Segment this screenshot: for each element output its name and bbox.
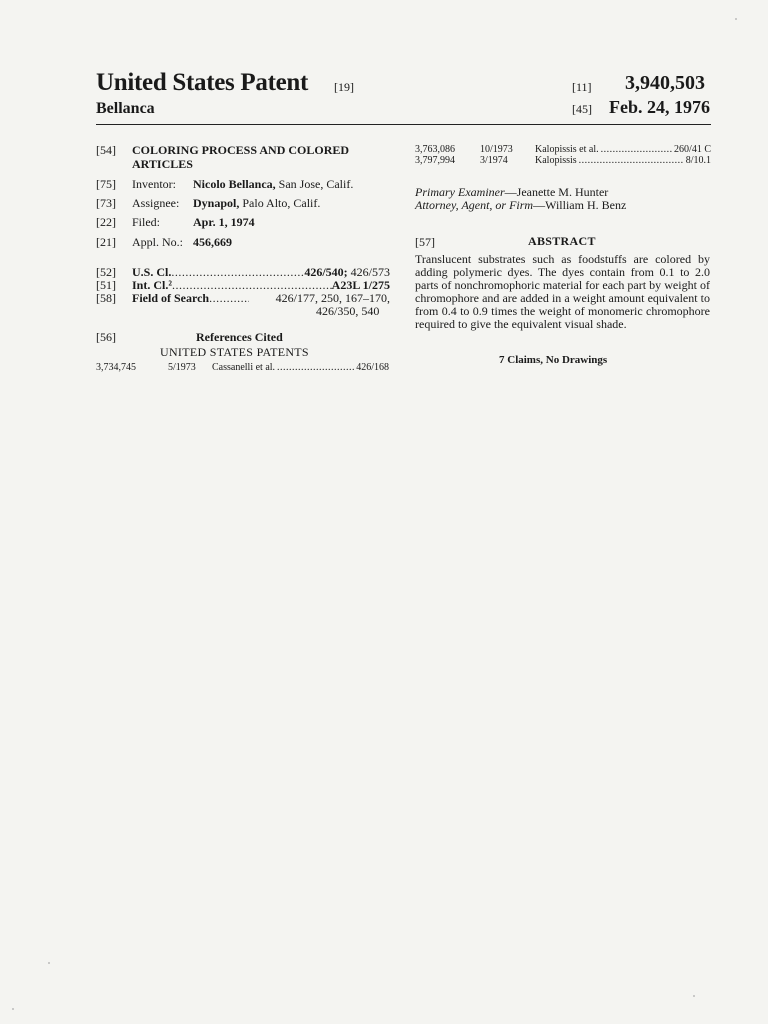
int-cl-value: A23L 1/275: [331, 278, 390, 292]
reference-inventor: Kalopissis et al.: [535, 144, 599, 155]
reference-inventor: Cassanelli et al.: [212, 362, 276, 373]
inid-code-75: [75]: [96, 177, 116, 191]
inid-code-54: [54]: [96, 143, 116, 157]
attorney-name: —William H. Benz: [533, 198, 627, 212]
reference-number: 3,734,745: [96, 362, 136, 373]
reference-class: 8/10.1: [685, 155, 711, 166]
inventor-place: San Jose, Calif.: [278, 177, 354, 191]
inid-code-73: [73]: [96, 196, 116, 210]
leader-dots: [601, 144, 672, 155]
inid-code-19: [19]: [334, 80, 354, 94]
scan-speck: [735, 18, 737, 20]
assignee-label: Assignee:: [132, 196, 180, 210]
invention-title: COLORING PROCESS AND COLORED ARTICLES: [132, 143, 350, 171]
patent-number: 3,940,503: [625, 72, 705, 94]
patent-title-heading: United States Patent: [96, 69, 309, 96]
inventor-value: [193, 177, 353, 192]
int-cl-label: Int. Cl.²: [132, 278, 172, 292]
us-cl-secondary: 426/573: [350, 265, 390, 279]
inid-code-21: [21]: [96, 235, 116, 249]
reference-date: 5/1973: [168, 362, 196, 373]
assignee-value: [193, 196, 320, 211]
reference-row: [415, 155, 711, 166]
filed-date: Apr. 1, 1974: [193, 215, 255, 229]
patent-date: Feb. 24, 1976: [609, 97, 710, 117]
inid-code-58: [58]: [96, 291, 116, 305]
scan-speck: [48, 962, 50, 964]
references-heading: References Cited: [196, 330, 283, 344]
inid-code-51: [51]: [96, 278, 116, 292]
us-cl-label: U.S. Cl.: [132, 265, 172, 279]
reference-date: 10/1973: [480, 144, 513, 155]
reference-class: 426/168: [356, 362, 389, 373]
claims-summary: 7 Claims, No Drawings: [499, 354, 608, 366]
reference-date: 3/1974: [480, 155, 508, 166]
reference-number: 3,797,994: [415, 155, 455, 166]
appl-no-value: 456,669: [193, 235, 232, 249]
filed-label: Filed:: [132, 215, 161, 229]
assignee-place: Palo Alto, Calif.: [242, 196, 321, 210]
reference-row: [96, 362, 389, 373]
header-inventor: Bellanca: [96, 100, 155, 117]
leader-dots: [277, 362, 354, 373]
inventor-label: Inventor:: [132, 177, 176, 191]
us-cl-primary: 426/540;: [304, 265, 348, 279]
reference-row: [415, 144, 711, 155]
reference-class: 260/41 C: [674, 144, 711, 155]
field-of-search-label: Field of Search: [132, 291, 210, 305]
abstract-text: Translucent substrates such as foodstuffs are colored by adding polymeric dyes. The dyes contain from 0.1 to 2.0 parts of nonchromophoric material for each part by weight of chromophore and are added in a weight amount equivalent to from 0.4 to 0.9 times the weight of monomeric chromophore required to give the equivalent visual shade.: [415, 252, 710, 332]
leader-dots: [579, 155, 684, 166]
reference-number: 3,763,086: [415, 144, 455, 155]
inid-code-56: [56]: [96, 330, 116, 344]
attorney: [415, 198, 626, 213]
attorney-label: Attorney, Agent, or Firm: [415, 198, 534, 212]
appl-no-label: Appl. No.:: [132, 235, 183, 249]
scan-speck: [12, 1008, 14, 1010]
header-divider: [96, 124, 711, 125]
inid-code-22: [22]: [96, 215, 116, 229]
abstract-heading: ABSTRACT: [528, 234, 596, 248]
reference-inventor: Kalopissis: [535, 155, 577, 166]
leader-dots: [209, 291, 249, 306]
assignee-name: Dynapol,: [193, 196, 240, 210]
field-of-search-line2: 426/350, 540: [316, 304, 380, 318]
field-of-search-line1: 426/177, 250, 167–170,: [275, 291, 390, 305]
primary-examiner-name: —Jeanette M. Hunter: [504, 185, 609, 199]
primary-examiner-label: Primary Examiner: [415, 185, 505, 199]
scan-speck: [693, 995, 695, 997]
inid-code-45: [45]: [572, 102, 592, 116]
references-subheading: UNITED STATES PATENTS: [160, 345, 309, 359]
inid-code-11: [11]: [572, 80, 592, 94]
inid-code-52: [52]: [96, 265, 116, 279]
inid-code-57: [57]: [415, 235, 435, 249]
inventor-name: Nicolo Bellanca,: [193, 177, 276, 191]
